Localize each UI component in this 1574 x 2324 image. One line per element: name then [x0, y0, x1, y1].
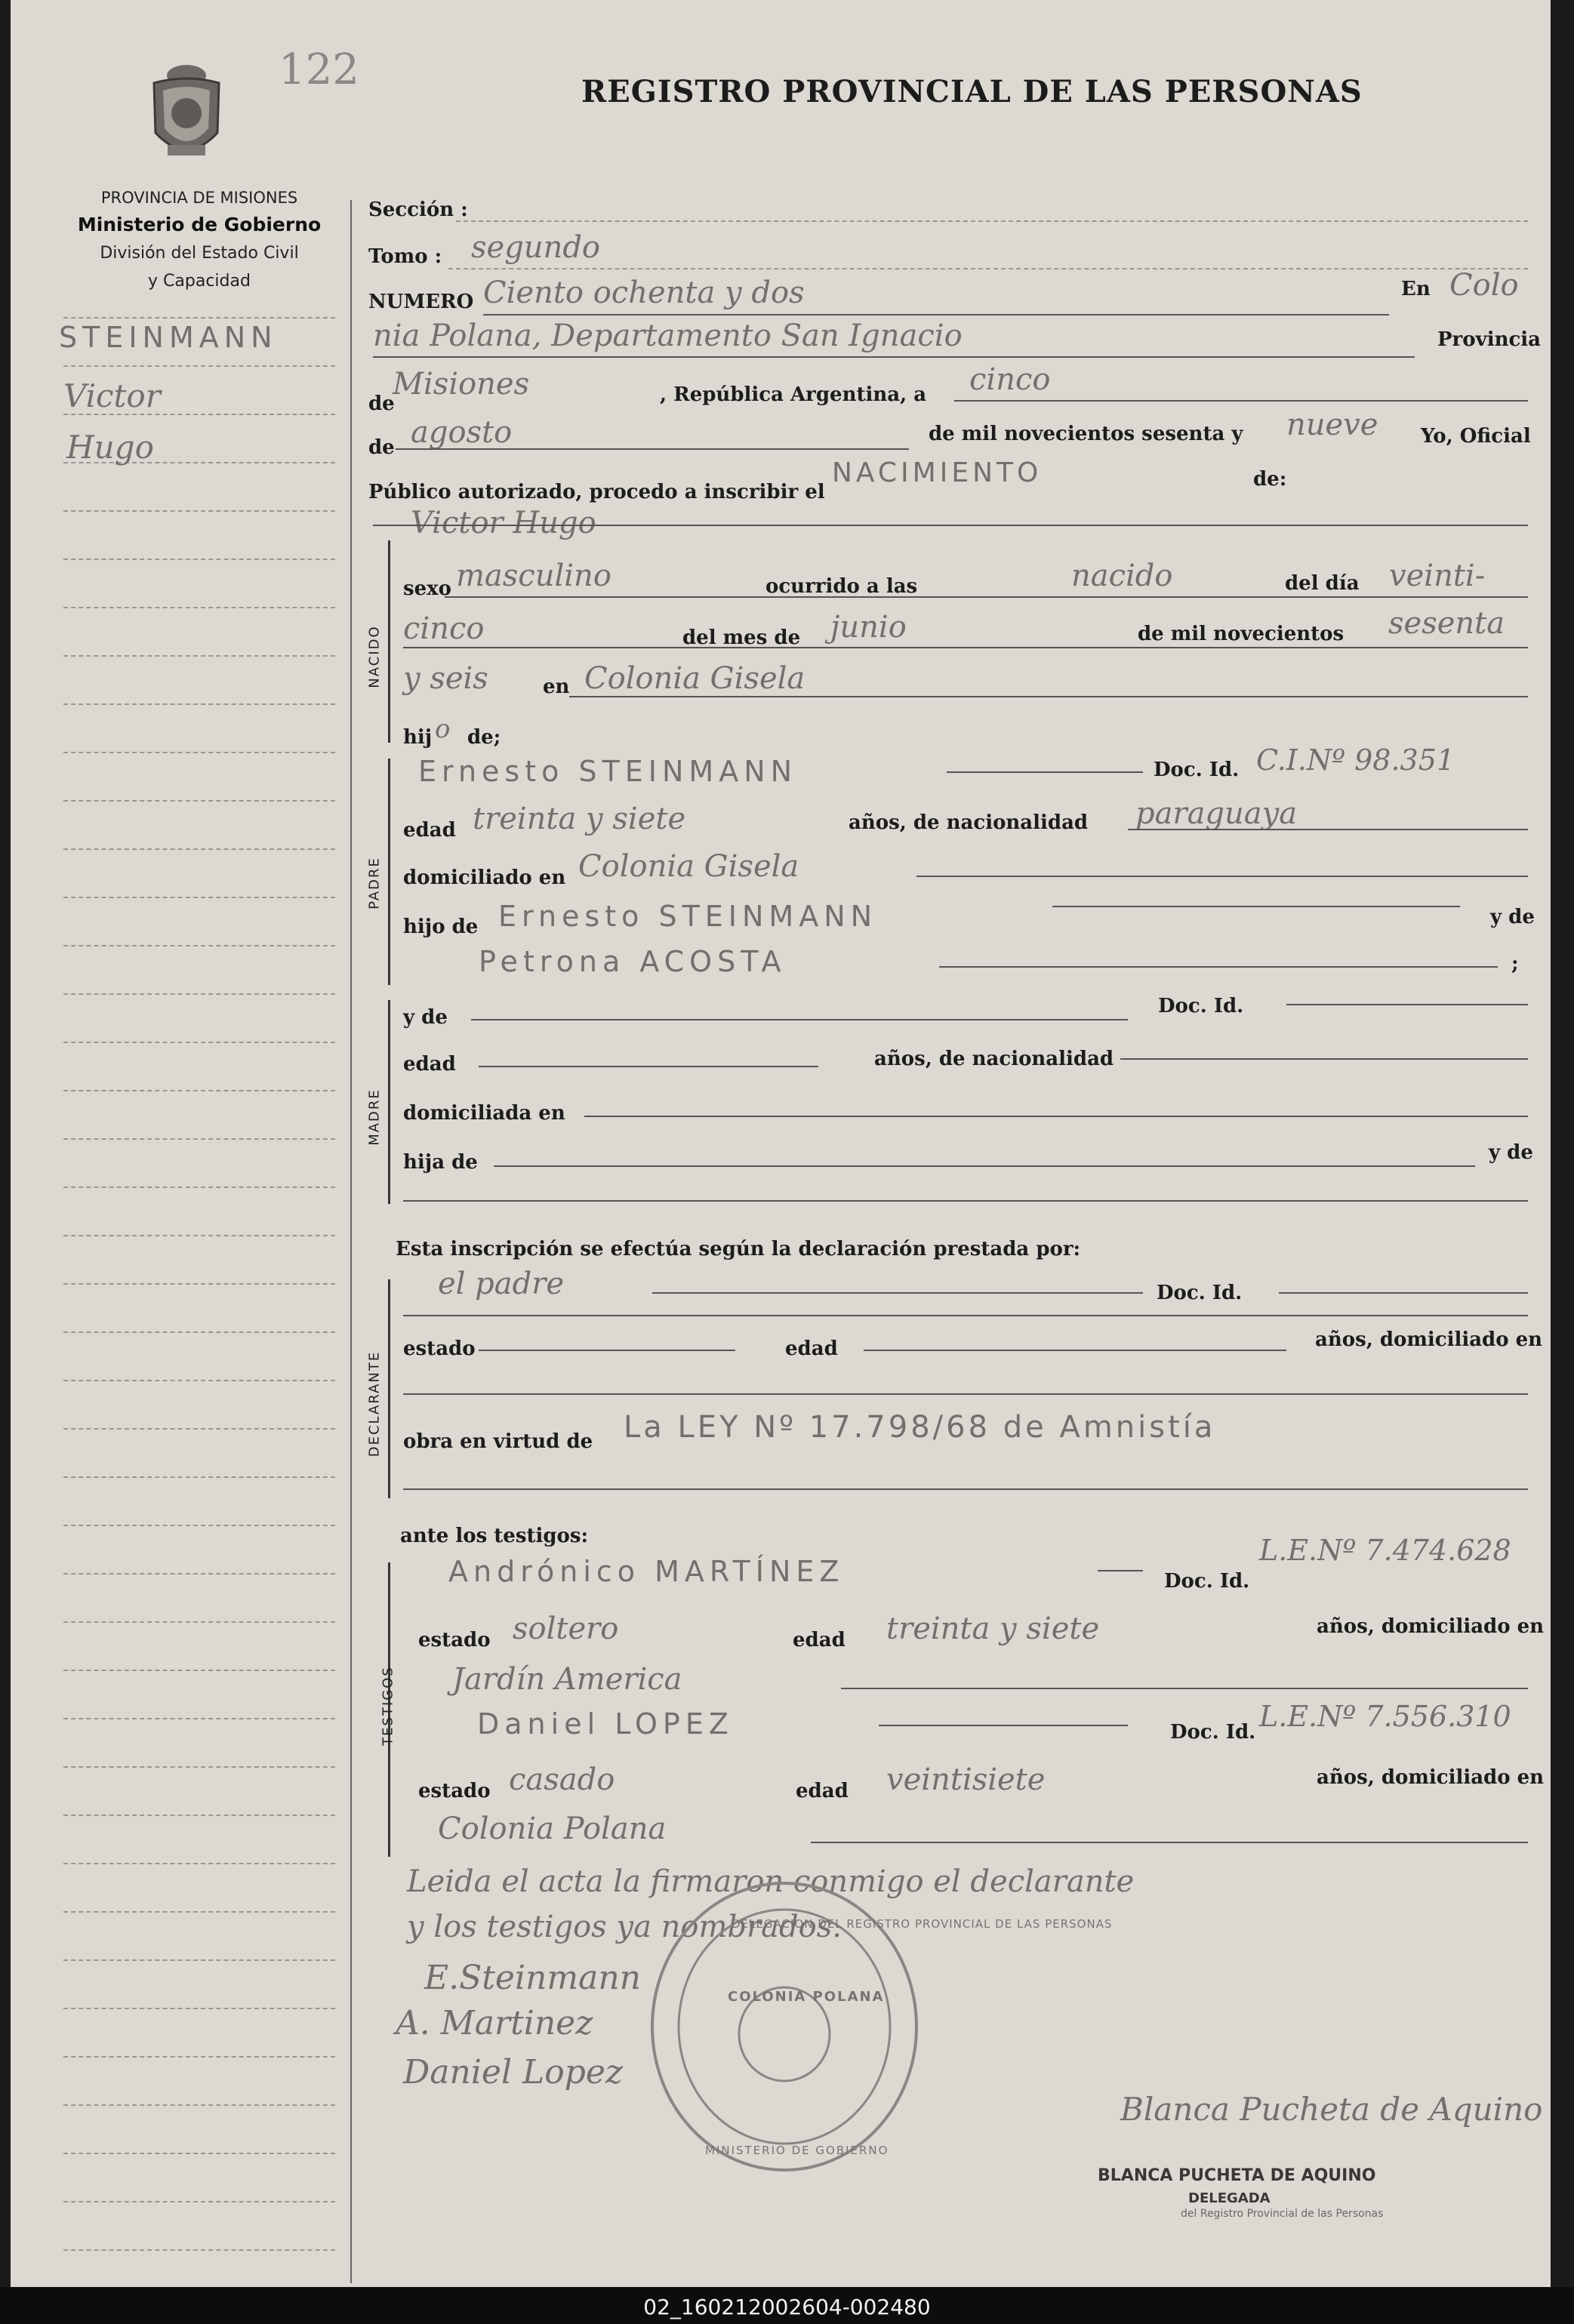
- margin-rule-line: [63, 607, 335, 608]
- oficial-label: Yo, Oficial: [1421, 425, 1531, 448]
- stamp-subtitle: del Registro Provincial de las Personas: [1181, 2208, 1384, 2220]
- form-line: [403, 1200, 1528, 1202]
- padre-madre-value: Petrona ACOSTA: [479, 945, 787, 978]
- stamp-title: DELEGADA: [1188, 2190, 1271, 2206]
- testigo1-domicilio-value: Jardín America: [452, 1662, 682, 1697]
- dia-value: cinco: [969, 362, 1051, 397]
- signature-testigo-1: A. Martinez: [396, 2004, 593, 2042]
- dia-label: del día: [1285, 572, 1360, 595]
- margin-rule-line: [63, 800, 335, 802]
- obra-label: obra en virtud de: [403, 1430, 593, 1453]
- hij-label: hij: [403, 726, 433, 749]
- padre-doc-label: Doc. Id.: [1154, 759, 1240, 781]
- margin-rule-line: [63, 1428, 335, 1430]
- margin-divider: [350, 200, 352, 2283]
- padre-semicolon: ;: [1511, 953, 1519, 975]
- margin-rule-line: [63, 1911, 335, 1913]
- ocurrido-label: ocurrido a las: [765, 575, 918, 598]
- form-line: [456, 220, 1528, 222]
- anio-value-2: y seis: [403, 661, 488, 696]
- form-line: [1098, 1570, 1143, 1571]
- padre-domicilio-value: Colonia Gisela: [578, 849, 799, 884]
- form-line: [569, 696, 1528, 697]
- mes-value: agosto: [411, 415, 513, 450]
- margin-rule-line: [63, 317, 335, 319]
- testigo2-edad-value: veintisiete: [886, 1762, 1046, 1797]
- ministry-label: Ministerio de Gobierno: [77, 214, 322, 235]
- form-line: [479, 1066, 818, 1067]
- margin-rule-line: [63, 848, 335, 850]
- division-label: División del Estado Civil: [100, 244, 299, 263]
- margin-rule-line: [63, 1331, 335, 1333]
- testigo2-anos-label: años, domiciliado en: [1317, 1766, 1545, 1789]
- form-line: [483, 314, 1389, 316]
- republica-label: , República Argentina, a: [660, 383, 927, 406]
- madre-hija-de-label: hija de: [403, 1151, 478, 1174]
- en-label: En: [1401, 278, 1431, 300]
- province-coat-of-arms-icon: [145, 60, 228, 166]
- madre-domicilio-label: domiciliada en: [403, 1102, 565, 1125]
- lugar-value: Colonia Gisela: [584, 661, 805, 696]
- margin-rule-line: [63, 1235, 335, 1236]
- margin-rule-line: [63, 752, 335, 753]
- padre-anos-label: años, de nacionalidad: [849, 811, 1089, 834]
- testigo2-doc-value: L.E.Nº 7.556.310: [1259, 1700, 1511, 1733]
- footer-filename: 02_160212002604-002480: [643, 2295, 931, 2319]
- form-line: [445, 596, 1528, 598]
- form-line: [1120, 1058, 1528, 1060]
- anio-value: nueve: [1286, 408, 1378, 442]
- testigo1-estado-value: soltero: [513, 1611, 619, 1646]
- padre-doc-value: C.I.Nº 98.351: [1256, 743, 1455, 777]
- testigo1-doc-value: L.E.Nº 7.474.628: [1259, 1534, 1511, 1567]
- margin-rule-line: [63, 1766, 335, 1768]
- hij-value: o: [435, 714, 451, 744]
- form-line: [879, 1725, 1128, 1726]
- province-label: PROVINCIA DE MISIONES: [100, 189, 298, 207]
- form-line: [841, 1688, 1528, 1689]
- testigo2-estado-value: casado: [509, 1762, 615, 1797]
- margin-rule-line: [63, 2056, 335, 2058]
- form-line: [1286, 1004, 1528, 1005]
- declarante-estado-label: estado: [403, 1337, 476, 1360]
- padre-edad-label: edad: [403, 819, 456, 842]
- madre-doc-label: Doc. Id.: [1158, 995, 1244, 1017]
- margin-rule-line: [63, 993, 335, 995]
- padre-y-de-label: y de: [1490, 906, 1535, 928]
- margin-rule-line: [63, 1670, 335, 1671]
- margin-rule-line: [63, 2104, 335, 2106]
- margin-rule-line: [63, 1283, 335, 1285]
- testigo2-doc-label: Doc. Id.: [1170, 1721, 1256, 1744]
- margin-rule-line: [63, 1138, 335, 1140]
- testigo1-nombre-value: Andrónico MARTÍNEZ: [448, 1555, 845, 1588]
- declarante-doc-label: Doc. Id.: [1157, 1282, 1243, 1304]
- anio-value-nacido: sesenta: [1388, 606, 1505, 641]
- mes-value-nacido: junio: [830, 610, 907, 645]
- declarante-anos-label: años, domiciliado en: [1315, 1328, 1543, 1351]
- tomo-label: Tomo :: [368, 245, 442, 268]
- signature-declarante: E.Steinmann: [424, 1959, 642, 1997]
- form-line: [1052, 906, 1460, 907]
- madre-edad-label: edad: [403, 1053, 456, 1076]
- form-line: [954, 400, 1528, 402]
- margin-rule-line: [63, 703, 335, 705]
- de-label-2: de: [368, 436, 395, 459]
- form-line: [652, 1292, 1143, 1294]
- testigos-section-label: TESTIGOS: [380, 1666, 396, 1746]
- numero-label: NUMERO: [368, 291, 474, 313]
- declarante-edad-label: edad: [785, 1337, 838, 1360]
- form-line: [864, 1350, 1286, 1351]
- margin-rule-line: [63, 2201, 335, 2202]
- testigo1-estado-label: estado: [418, 1629, 491, 1651]
- margin-rule-line: [63, 2008, 335, 2009]
- padre-hijo-de-label: hijo de: [403, 916, 479, 938]
- madre-y-de-label: y de: [403, 1006, 448, 1029]
- page-number: 122: [279, 45, 359, 94]
- en-label-nacido: en: [543, 676, 570, 698]
- seal-bottom-text: MINISTERIO DE GOBIERNO: [705, 2144, 889, 2157]
- seal-center-text: COLONIA POLANA: [728, 1989, 885, 2005]
- document-title: REGISTRO PROVINCIAL DE LAS PERSONAS: [581, 74, 1363, 109]
- tomo-value: segundo: [471, 230, 601, 265]
- form-line: [494, 1165, 1475, 1167]
- form-line: [1128, 829, 1528, 830]
- signature-oficial: Blanca Pucheta de Aquino: [1120, 2091, 1543, 2128]
- declarante-value: el padre: [438, 1267, 565, 1301]
- margin-rule-line: [63, 2249, 335, 2251]
- margin-rule-line: [63, 1959, 335, 1961]
- margin-given-name: Victor: [63, 377, 161, 414]
- declarante-section-label: DECLARANTE: [366, 1350, 383, 1458]
- form-line: [403, 1393, 1528, 1395]
- margin-rule-line: [63, 1718, 335, 1719]
- margin-rule-line: [63, 1380, 335, 1381]
- padre-hijo-de-value: Ernesto STEINMANN: [498, 900, 878, 933]
- margin-rule-line: [63, 1042, 335, 1043]
- stamp-name: BLANCA PUCHETA DE AQUINO: [1098, 2166, 1376, 2185]
- form-line: [479, 1350, 735, 1351]
- hora-value: nacido: [1071, 559, 1173, 593]
- anio-label: de mil novecientos sesenta y: [929, 423, 1243, 445]
- margin-rule-line: [63, 510, 335, 512]
- form-line: [584, 1116, 1528, 1117]
- form-line: [947, 771, 1143, 773]
- form-line: [471, 1019, 1128, 1020]
- margin-rule-line: [63, 945, 335, 947]
- provincia-value: Misiones: [393, 367, 530, 402]
- dia-value-2: cinco: [403, 611, 485, 646]
- de-colon-label: de:: [1253, 468, 1287, 491]
- margin-rule-line: [63, 2153, 335, 2154]
- margin-rule-line: [63, 365, 335, 367]
- margin-rule-line: [63, 1187, 335, 1188]
- padre-nombre-value: Ernesto STEINMANN: [418, 755, 798, 788]
- form-line: [403, 1488, 1528, 1490]
- margin-rule-line: [63, 897, 335, 898]
- form-line: [373, 356, 1415, 358]
- numero-value: Ciento ochenta y dos: [483, 275, 805, 310]
- de-label: de: [368, 392, 395, 415]
- testigos-intro: ante los testigos:: [400, 1525, 589, 1547]
- obra-value: La LEY Nº 17.798/68 de Amnistía: [624, 1410, 1216, 1445]
- acto-value: NACIMIENTO: [832, 457, 1043, 488]
- testigo2-estado-label: estado: [418, 1780, 491, 1802]
- nacido-nombre-value: Victor Hugo: [411, 506, 596, 540]
- testigo2-edad-label: edad: [796, 1780, 849, 1802]
- nacido-section-label: NACIDO: [366, 625, 383, 688]
- margin-rule-line: [63, 559, 335, 560]
- closing-line-1: Leida el acta la firmaron conmigo el declarante: [407, 1864, 1135, 1899]
- sexo-label: sexo: [403, 577, 452, 600]
- margin-surname: STEINMANN: [59, 321, 278, 354]
- padre-edad-value: treinta y siete: [473, 802, 686, 836]
- madre-anos-label: años, de nacionalidad: [874, 1048, 1114, 1070]
- form-line: [403, 1315, 1528, 1316]
- form-line: [448, 268, 1528, 269]
- testigo1-anos-label: años, domiciliado en: [1317, 1615, 1545, 1638]
- provincia-label: Provincia: [1437, 328, 1542, 351]
- publico-label: Público autorizado, procedo a inscribir el: [368, 481, 825, 503]
- division-label-2: y Capacidad: [148, 272, 251, 291]
- form-line: [811, 1842, 1528, 1843]
- declaracion-intro: Esta inscripción se efectúa según la declaración prestada por:: [396, 1238, 1081, 1261]
- place-value: nia Polana, Departamento San Ignacio: [373, 319, 963, 353]
- form-line: [373, 525, 1528, 526]
- certificate-page: [11, 0, 1551, 2287]
- form-line: [916, 876, 1528, 877]
- hij-de-label: de;: [467, 726, 501, 749]
- testigo1-doc-label: Doc. Id.: [1164, 1570, 1250, 1593]
- padre-domicilio-label: domiciliado en: [403, 866, 566, 889]
- testigo1-edad-value: treinta y siete: [886, 1611, 1100, 1646]
- sexo-value: masculino: [456, 559, 611, 593]
- madre-y-de-label-2: y de: [1489, 1141, 1533, 1164]
- form-line: [1279, 1292, 1528, 1294]
- form-line: [396, 448, 909, 450]
- form-line: [403, 647, 1528, 648]
- margin-rule-line: [63, 1573, 335, 1574]
- seal-ring-text: DELEGACION DEL REGISTRO PROVINCIAL DE LAS PERSONAS: [732, 1917, 1113, 1931]
- madre-section-label: MADRE: [366, 1088, 383, 1146]
- closing-line-2: y los testigos ya nombrados.: [407, 1910, 842, 1944]
- dia-value-nacido: veinti-: [1389, 559, 1486, 593]
- signature-testigo-2: Daniel Lopez: [403, 2053, 624, 2092]
- testigo2-domicilio-value: Colonia Polana: [438, 1811, 667, 1846]
- form-line: [939, 966, 1498, 968]
- margin-rule-line: [63, 1090, 335, 1091]
- margin-rule-line: [63, 1815, 335, 1816]
- margin-given-name-2: Hugo: [66, 429, 154, 466]
- padre-section-label: PADRE: [366, 857, 383, 910]
- testigo1-edad-label: edad: [793, 1629, 846, 1651]
- margin-rule-line: [63, 1621, 335, 1623]
- margin-rule-line: [63, 1525, 335, 1526]
- margin-rule-line: [63, 1863, 335, 1864]
- margin-rule-line: [63, 655, 335, 657]
- en-value: Colo: [1449, 268, 1519, 303]
- margin-rule-line: [63, 1476, 335, 1478]
- mil-label: de mil novecientos: [1138, 623, 1345, 645]
- testigo2-nombre-value: Daniel LOPEZ: [477, 1707, 734, 1741]
- mes-label: del mes de: [682, 626, 801, 649]
- seccion-label: Sección :: [368, 199, 468, 221]
- padre-nacionalidad-value: paraguaya: [1135, 796, 1298, 831]
